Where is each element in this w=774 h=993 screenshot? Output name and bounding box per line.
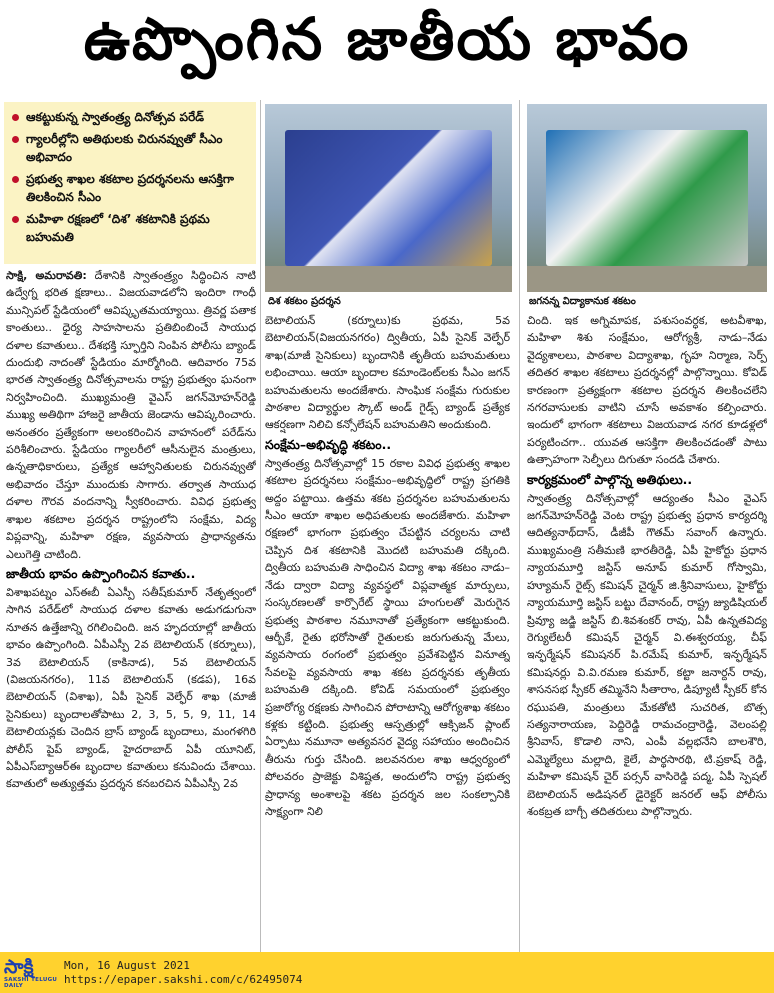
highlight-item <box>12 210 250 246</box>
highlight-item <box>12 170 250 206</box>
tableau-float <box>546 130 748 265</box>
article-column-3 <box>527 312 767 950</box>
ground <box>265 266 512 292</box>
logo-subtitle: SAKSHI TELUGU DAILY <box>4 976 58 989</box>
dateline: సాక్షి, అమరావతి: <box>6 269 87 282</box>
highlights-box <box>4 102 256 264</box>
article-column-1 <box>6 267 256 950</box>
article-paragraph: స్వాతంత్ర్య దినోత్సవాల్లో ఆద్యంతం సీఎం వైఎస్‌ జగన్‌మోహన్‌రెడ్డి వెంట రాష్ట్ర ప్రభుత్వ ప్రధాన కార్యదర్శి ఆదిత్యనాథ్‌దాస్‌, డీజీపీ గౌతమ్‌ సవాంగ్‌ ఉన్నారు. ముఖ్యమంత్రి సతీమణి భారతీరెడ్డి, ఏపీ హైకోర్టు ప్రధాన న్యాయమూర్తి జస్టిస్‌ అనూప్‌ కుమార్‌ గోస్వామి, హ్యూమన్‌ రైట్స్‌ కమిషన్‌ చైర్మన్‌ జి.శ్రీనివాసులు, హైకోర్టు న్యాయమూర్తి జస్టిస్‌ బట్టు దేవానంద్‌, రాష్ట్ర జ్యుడిషియల్‌ ప్రివ్యూ జడ్జి జస్టిస్‌ బి.శివశంకర్‌ రావు, ఏపీ ఉన్నతవిద్య రెగ్యులేటరీ కమిషన్‌ చైర్మన్‌ వి.ఈశ్వరయ్య, చీఫ్‌ ఇన్ఫర్మేషన్‌ కమిషనర్‌ పి.రమేష్‌ కుమార్‌, ఇన్ఫర్మేషన్‌ కమిషనర్లు వి.వి.రమణ కుమార్‌, కట్టా జనార్దన్‌ రావు, శాసనసభ స్పీకర్‌ తమ్మినేని సీతారాం, డిప్యూటీ స్పీకర్‌ కోన రఘుపతి, మంత్రులు మేకతోటి సుచరిత, బొత్స సత్యనారాయణ, పెద్దిరెడ్డి రామచంద్రారెడ్డి, వెలంపల్లి శ్రీనివాస్‌, కొడాలి నాని, ఎంపీ వల్లభనేని బాలశౌరి, ఎమ్మెల్యేలు మల్లాది, కైలే, పార్థసారథి, టి.ప్రకాష్‌ రెడ్డి, మహిళా కమిషన్‌ చైర్‌ పర్సన్‌ వాసిరెడ్డి పద్మ, ఏపీ స్పెషల్‌ బెటాలియన్‌ అడిషనల్‌ డైరెక్టర్‌ జనరల్‌ ఆఫ్‌ పోలీసు శంకబ్రత బాగ్చీ తదితరులు పాల్గొన్నారు. <box>527 491 767 818</box>
article-paragraph: స్వాతంత్ర్య దినోత్సవాల్లో 15 రకాల వివిధ ప్రభుత్వ శాఖల శకటాల ప్రదర్శనలు సంక్షేమం–అభివృద్ధిలో రాష్ట్ర ప్రగతికి అద్దం పట్టాయి. ఉత్తమ శకట ప్రదర్శనల బహుమతులను సీఎం ఆయా శాఖల అధిపతులకు అందజేశారు. మహిళా రక్షణలో భాగంగా ప్రభుత్వం చేపట్టిన చర్యలను చాటి చెప్పిన దిశ శకటానికి మొదటి బహుమతి దక్కింది. ద్వితీయ బహుమతి సాధించిన విద్యా శాఖ శకటం నాడు–నేడు ద్వారా విద్యా వ్యవస్థలో విప్లవాత్మక మార్పులు, సంస్కరణలతో కార్పొరేట్‌ స్థాయి హంగులతో మెరుగైన ప్రభుత్వ పాఠశాల నమూనాతో ప్రత్యేకంగా ఆకట్టుకుంది. ఆర్బీకే, రైతు భరోసాతో రైతులకు జరుగుతున్న మేలు, వ్యవసాయ రంగంలో ప్రభుత్వం ప్రవేశపెట్టిన వినూత్న సేవలపై వ్యవసాయ శాఖ శకట ప్రదర్శనకు తృతీయ బహుమతి దక్కింది. కోవిడ్‌ సమయంలో ప్రభుత్వం ప్రజారోగ్య రక్షణకు సాగించిన పోరాటాన్ని ఆరోగ్యశాఖ శకటం కళ్లకు కట్టింది. ప్రభుత్వ ఆస్పత్రుల్లో ఆక్సిజన్‌ ప్లాంట్‌ ఏర్పాటు నమూనా అత్యవసర వైద్య సహాయం అందించిన తీరును గుర్తు చేసింది. జలవనరుల శాఖ ఆధ్వర్యంలో పోలవరం ప్రాజెక్టు విశిష్టత, అందులోని రాష్ట్ర ప్రభుత్వ ప్రాధాన్య అంశాలపై శకట ప్రదర్శన జల సంకల్పానికి సాక్ష్యంగా నిలి <box>265 456 510 818</box>
column-divider <box>260 100 261 952</box>
bullet-icon <box>12 216 19 223</box>
footer-meta <box>60 959 302 987</box>
subheading: జాతీయ భావం ఉప్పొంగించిన కవాతు.. <box>6 565 196 581</box>
paragraph-text: దేశానికి స్వాతంత్ర్యం సిద్ధించిన నాటి ఉద్వేగ్న భరిత క్షణాలు.. విజయవాడలోని ఇందిరా గాంధీ మున్సిపల్‌ స్టేడియంలో ఆవిష్కృతమయ్యాయి. త్రివర్ణ పతాక కాంతులు.. ధైర్య సాహసాలను ప్రతిబింబించే సాయుధ దళాల కవాతులు.. దేశభక్తి స్ఫూర్తిని నింపిన పోలీసు బ్యాండ్‌ దుందుభి నాదంతో స్టేడియం మార్మోగింది. ఆదివారం 75వ భారత స్వాతంత్ర్య దినోత్సవాలను రాష్ట్ర ప్రభుత్వం ఘనంగా నిర్వహించింది. ముఖ్యమంత్రి వైఎస్‌ జగన్‌మోహన్‌రెడ్డి ముఖ్య అతిథిగా హాజరై జాతీయ జెండాను ఆవిష్కరించారు. అనంతరం ప్రత్యేకంగా అలంకరించిన వాహనంలో పరేడ్‌ను పరిశీలించారు. స్టేడియం గ్యాలరీలో ఆసీనులైన మంత్రులు, ఉన్నతాధికారులు, ప్రత్యేక ఆహ్వానితులకు చిరునవ్వుతో అభివాదం చేస్తూ ముందుకు సాగారు. తర్వాత సాయుధ దళాల గౌరవ వందనాన్ని స్వీకరించారు. వివిధ ప్రభుత్వ శాఖల శకటాల ప్రదర్శన రాష్ట్రంలోని సంక్షేమ, విద్య విప్లవాన్ని, మహిళా రక్షణ, వ్యవసాయ ప్రాధాన్యతను ఎలుగెత్తి చాటింది. <box>6 269 256 561</box>
article-paragraph <box>6 267 256 563</box>
photo-caption: దిశ శకటం ప్రదర్శన <box>268 296 341 307</box>
sakshi-logo <box>0 952 60 993</box>
highlight-text: ఆకట్టుకున్న స్వాతంత్ర్య దినోత్సవ పరేడ్ <box>26 110 205 124</box>
article-paragraph: విశాఖపట్నం ఎస్‌ఈబీ ఏఎస్పీ సతీష్‌కుమార్‌ నేతృత్వంలో సాగిన పరేడ్‌లో సాయుధ దళాల కవాతు అడుగడుగునా నూతన ఉత్తేజాన్ని రగిలించింది. జన హృదయాల్లో జాతీయ భావం ఉప్పొంగింది. ఏపీఎస్పీ 2వ బెటాలియన్‌ (కర్నూలు), 3వ బెటాలియన్‌ (కాకినాడ), 5వ బెటాలియన్‌ (విజయనగరం), 11వ బెటాలియన్‌ (కడప), 16వ బెటాలియన్‌ (విశాఖ), ఏపీ సైనిక్‌ వెల్ఫేర్‌ శాఖ (మాజీ సైనికులు) బృందాలతోపాటు 2, 3, 5, 5, 9, 11, 14 బెటాలియన్లకు చెందిన బ్రాస్‌ బ్యాండ్‌ బృందాలు, మంగళగిరి పోలీస్‌ పైప్‌ బ్యాండ్‌, హైదరాబాద్‌ ఏపీ యూనిట్‌, ఏపీఎస్‌బ్యాఆర్‌ఈ బృందాల కవాతులు కనువిందు చేశాయి. కవాతులో అత్యుత్తమ ప్రదర్శన కనబరచిన ఏపీఎస్పీ 2వ <box>6 585 256 791</box>
vidya-kanuka-tableau-photo <box>527 104 767 292</box>
bullet-icon <box>12 176 19 183</box>
article-column-2 <box>265 312 510 950</box>
headline: ఉప్పొంగిన జాతీయ భావం <box>83 4 691 73</box>
article-paragraph: చింది. ఇక అగ్నిమాపక, పశుసంవర్ధక, అటవీశాఖ, మహిళా శిశు సంక్షేమం, ఆరోగ్యశ్రీ, నాడు–నేడు వైద్యశాలలు, పాఠశాల విద్యాశాఖ, గృహ నిర్మాణ, సెర్ప్‌ తదితర శాఖల శకటాలు ప్రదర్శనల్లో పాల్గొన్నాయి. కోవిడ్‌ కారణంగా ప్రత్యక్షంగా శకటాల ప్రదర్శన తిలకించలేని నగరవాసులకు వాటిని చూసే అవకాశం కల్పించారు. ఇందులో భాగంగా శకటాలు విజయవాడ నగర కూడళ్లలో పర్యటించగా.. యువత ఆసక్తిగా తిలకించడంతో పాటు ఉత్సాహంగా సెల్ఫీలు దిగుతూ సందడి చేశారు. <box>527 314 767 467</box>
highlight-item <box>12 130 250 166</box>
logo-text: సాక్షి <box>4 955 34 978</box>
subheading: కార్యక్రమంలో పాల్గొన్న అతిథులు.. <box>527 471 693 487</box>
article-paragraph: బెటాలియన్‌ (కర్నూలు)కు ప్రథమ, 5వ బెటాలియన్‌(విజయనగరం) ద్వితీయ, ఏపీ సైనిక్‌ వెల్ఫేర్‌ శాఖ(మాజీ సైనికులు) బృందానికి తృతీయ బహుమతులు లభించాయి. ఆయా బృందాల కమాండెంట్‌లకు సీఎం జగన్‌ బహుమతులను అందజేశారు. సాంఘిక సంక్షేమ గురుకుల పాఠశాల విద్యార్థుల స్కౌట్‌ అండ్‌ గైడ్స్‌ బ్యాండ్‌ ప్రత్యేక ఆకర్షణగా నిలిచి కన్సోలేషన్‌ బహుమతిని అందుకుంది. <box>265 314 510 432</box>
subheading: సంక్షేమ–అభివృద్ధి శకటం.. <box>265 436 392 452</box>
disha-tableau-photo <box>265 104 512 292</box>
highlight-text: మహిళా రక్షణలో ‘దిశ’ శకటానికి ప్రథమ బహుమతి <box>26 212 210 244</box>
highlight-text: గ్యాలరీల్లోని అతిథులకు చిరునవ్వుతో సీఎం అభివాదం <box>26 132 223 164</box>
highlight-item <box>12 108 250 126</box>
epaper-url[interactable]: https://epaper.sakshi.com/c/62495074 <box>64 972 303 986</box>
tableau-float <box>285 130 493 265</box>
edition-date: Mon, 16 August 2021 <box>64 958 190 972</box>
ground <box>527 266 767 292</box>
bullet-icon <box>12 136 19 143</box>
bullet-icon <box>12 114 19 121</box>
photo-caption: జగనన్న విద్యాకానుక శకటం <box>529 296 636 307</box>
highlight-text: ప్రభుత్వ శాఖల శకటాల ప్రదర్శనలను ఆసక్తిగా తిలకించిన సీఎం <box>26 172 234 204</box>
footer-bar <box>0 952 774 993</box>
column-divider <box>519 100 520 952</box>
